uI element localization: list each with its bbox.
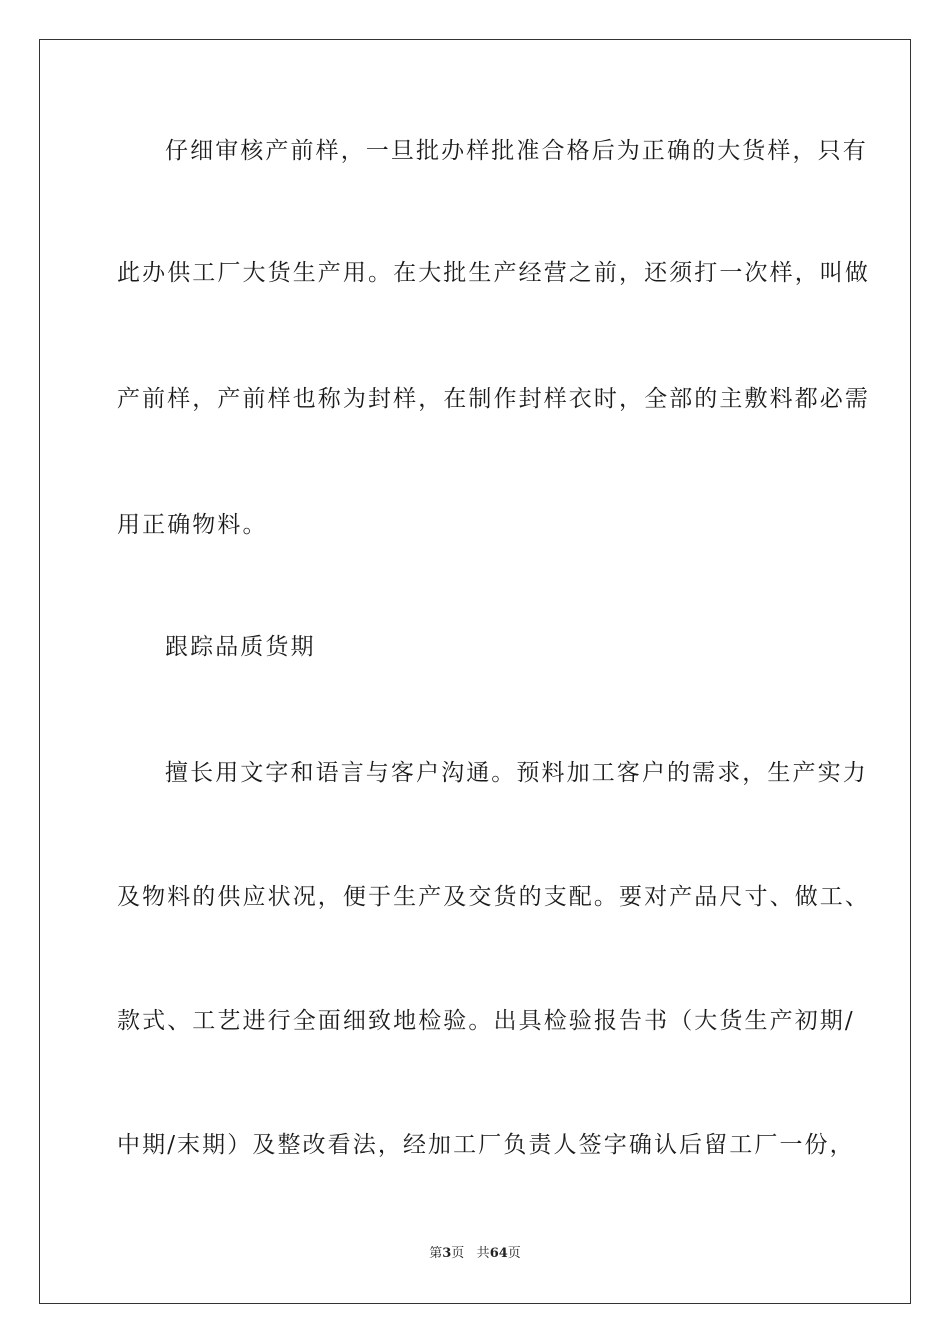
paragraph-line: 擅长用文字和语言与客户沟通。预料加工客户的需求，生产实力 bbox=[165, 760, 868, 786]
total-pages: 64 bbox=[489, 1246, 508, 1261]
section-heading: 跟踪品质货期 bbox=[165, 634, 316, 660]
paragraph-line: 仔细审核产前样，一旦批办样批准合格后为正确的大货样，只有 bbox=[165, 138, 868, 164]
total-prefix: 共 bbox=[476, 1246, 490, 1261]
page-number: 3 bbox=[442, 1246, 452, 1261]
paragraph-line: 此办供工厂大货生产用。在大批生产经营之前，还须打一次样，叫做 bbox=[117, 260, 870, 286]
paragraph-line: 及物料的供应状况，便于生产及交货的支配。要对产品尺寸、做工、 bbox=[117, 884, 870, 910]
page-footer bbox=[0, 1245, 950, 1263]
paragraph-line: 用正确物料。 bbox=[117, 512, 268, 538]
paragraph-line: 款式、工艺进行全面细致地检验。出具检验报告书（大货生产初期/ bbox=[117, 1008, 855, 1034]
page-suffix: 页 bbox=[451, 1246, 465, 1261]
page-prefix: 第 bbox=[429, 1246, 443, 1261]
paragraph-line: 产前样，产前样也称为封样，在制作封样衣时，全部的主敷料都必需 bbox=[117, 386, 870, 412]
paragraph-line: 中期/末期）及整改看法，经加工厂负责人签字确认后留工厂一份， bbox=[117, 1132, 855, 1158]
total-suffix: 页 bbox=[507, 1246, 521, 1261]
page-border bbox=[39, 39, 911, 1304]
